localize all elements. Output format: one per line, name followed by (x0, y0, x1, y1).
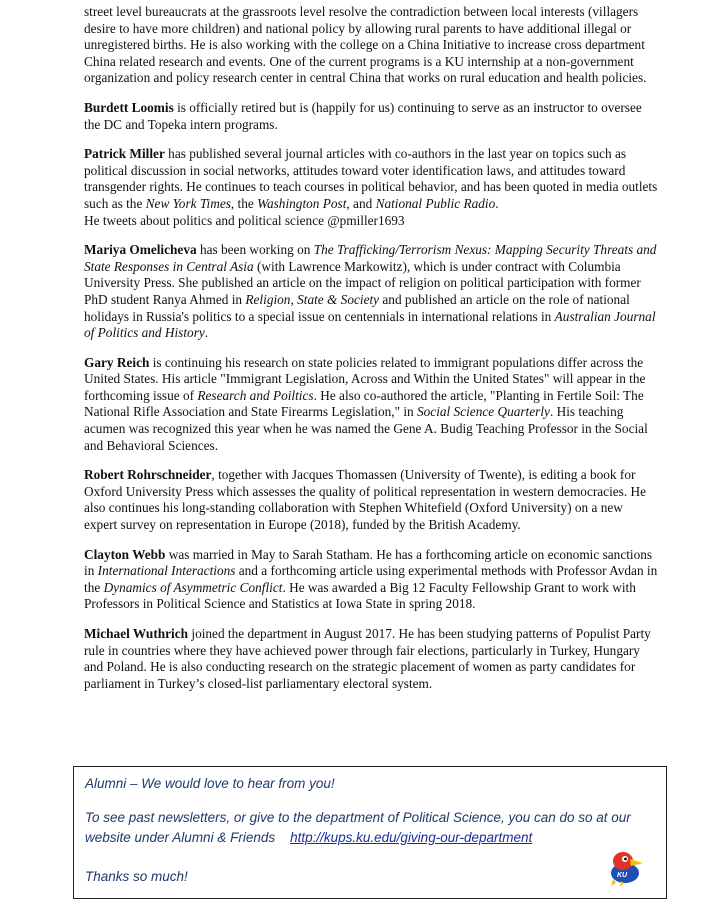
faculty-name: Gary Reich (84, 354, 150, 370)
paragraph-text: and published an article on the role of national holidays in Russia's politics to a special issue on centennials in international relations in (84, 291, 630, 324)
faculty-name: Patrick Miller (84, 146, 165, 162)
newsletter-body (84, 4, 658, 705)
alumni-box (73, 766, 667, 899)
publication-title: National Public Radio (375, 195, 496, 211)
paragraph-text: . His teaching acumen was recognized this year when he was named the Gene A. Budig Teaching Professor in the Social and Behavioral Sciences. (84, 404, 648, 453)
paragraph-text: has published several journal articles with co-authors in the last year on topics such as political discussion in social networks, attitudes toward voter identification laws, and attitudes toward transgender rights. He continues to teach courses in political behavior, and has been quoted in media outlets such as the (84, 146, 658, 211)
paragraph-omelicheva (84, 242, 658, 342)
faculty-name: Clayton Webb (84, 546, 166, 562)
svg-text:KU: KU (617, 872, 628, 879)
paragraph-text: , together with Jacques Thomassen (University of Twente), is editing a book for Oxford University Press which assesses the quality of political representation in western democracies. He also continues his long-standing collaboration with Stephen Whitefield (Oxford University) on a new expert survey on representation in Europe (2018), funded by the British Academy. (84, 467, 647, 533)
alumni-body (85, 808, 660, 848)
publication-title: Australian Journal of Politics and History (84, 308, 656, 341)
paragraph-reich (84, 355, 658, 455)
publication-title: Religion, State & Society (245, 291, 380, 307)
paragraph-wuthrich (84, 626, 658, 692)
paragraph-text: (with Lawrence Markowitz), which is under contract with Columbia University Press. She published an article on the impact of religion on political participation with former PhD student Ranya Ahmed in (84, 258, 641, 307)
paragraph-text: has been working on (196, 242, 314, 258)
paragraph-loomis (84, 100, 658, 133)
paragraph-webb (84, 547, 658, 613)
paragraph-text: and a forthcoming article using experimental methods with Professor Avdan in the (84, 563, 658, 595)
publication-title: Social Science Quarterly (417, 404, 550, 420)
paragraph-text: is officially retired but is (happily for us) continuing to serve as an instructor to oversee the DC and Topeka intern programs. (84, 99, 642, 132)
publication-title: Research and Poiltics (197, 387, 314, 403)
publication-title: Dynamics of Asymmetric Conflict (103, 579, 283, 595)
paragraph-text: . (204, 325, 209, 341)
faculty-name: Mariya Omelicheva (84, 242, 197, 258)
faculty-name: Burdett Loomis (84, 99, 174, 115)
paragraph-text: joined the department in August 2017. He has been studying patterns of Populist Party rule in countries where they have achieved power through fair elections, particularly in Turkey, Hungary and Poland. He is also conducting research on the strategic placement of women as party candidates for parliament in Turkey’s closed-list parliamentary electoral system. (84, 626, 651, 691)
faculty-name: Michael Wuthrich (84, 626, 189, 641)
publication-title: Washington Post (257, 195, 347, 211)
paragraph-text: . He also co-authored the article, "Planting in Fertile Soil: The National Rifle Association and State Firearms Legislation," in (84, 387, 644, 420)
paragraph-text: street level bureaucrats at the grassroots level resolve the contradiction between local interests (villagers desire to have more children) and national policy by allowing rural parents to have additional illegal or unregistered births. He is also working with the college on a China Initiative to increase cross department China related research and events. One of the current programs is a KU internship at a non-government organization and policy research center in central China that works on rural education and health policies. (84, 4, 647, 86)
paragraph-rohrschneider (84, 467, 658, 533)
alumni-body-text: To see past newsletters, or give to the department of Political Science, you can do so at our website under Alumni & Friends (85, 810, 631, 845)
paragraph-text: He tweets about politics and political science @pmiller1693 (84, 212, 405, 228)
paragraph-text: . He was awarded a Big 12 Faculty Fellowship Grant to work with Professors in Political Science and Statistics at Iowa State in spring 2018. (84, 579, 636, 612)
publication-title: The Trafficking/Terrorism Nexus: Mapping Security Threats and State Responses in Central Asia (84, 242, 657, 274)
thanks-text: Thanks so much! (85, 869, 188, 884)
jayhawk-mascot-icon (603, 847, 647, 887)
faculty-name: Robert Rohrschneider (84, 467, 212, 483)
paragraph-miller (84, 146, 658, 229)
paragraph-text: was married in May to Sarah Statham. He has a forthcoming article on economic sanctions in (84, 546, 653, 579)
paragraph-text: , the (230, 195, 258, 211)
publication-title: International Interactions (97, 563, 236, 579)
publication-title: New York Times (145, 195, 231, 211)
alumni-title: Alumni – We would love to hear from you! (85, 776, 335, 791)
paragraph-text: is continuing his research on state policies related to immigrant populations differ across the United States. His article "Immigrant Legislation, Across and Within the United States" will appear in the forthcoming issue of (84, 354, 646, 403)
paragraph-intro (84, 4, 658, 87)
paragraph-text: , and (346, 195, 376, 211)
giving-link[interactable]: http://kups.ku.edu/giving-our-department (290, 830, 533, 845)
paragraph-text: . (495, 195, 499, 211)
